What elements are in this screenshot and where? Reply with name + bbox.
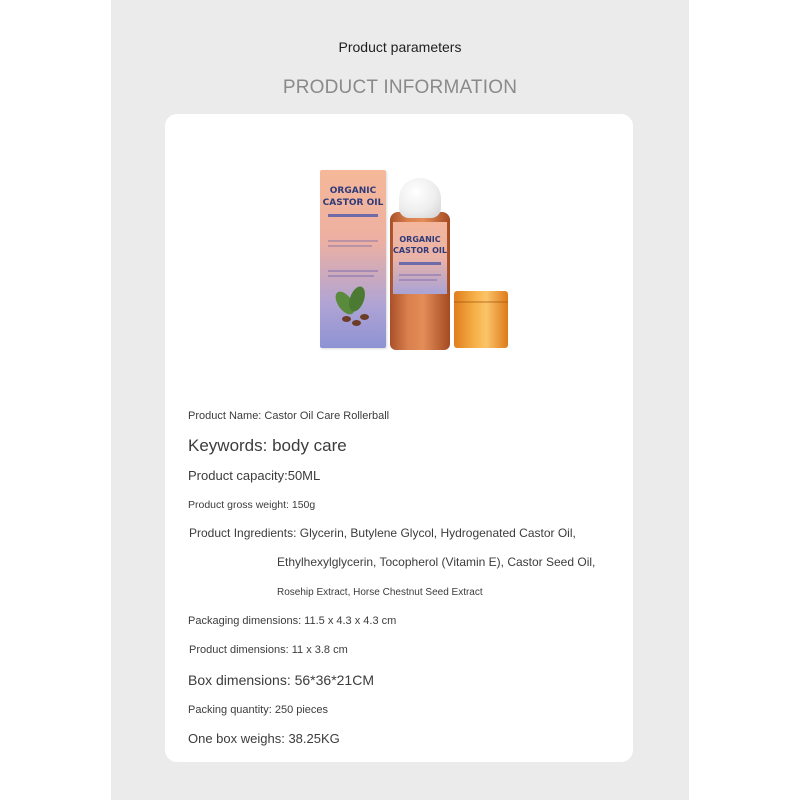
bottle-text-line <box>399 274 441 276</box>
spec-packing-quantity: Packing quantity: 250 pieces <box>188 704 329 716</box>
spec-product-name: Product Name: Castor Oil Care Rollerball <box>188 410 390 422</box>
section-subtitle: Product parameters <box>338 39 462 55</box>
castor-seed-icon <box>352 320 361 326</box>
product-photo <box>320 165 520 355</box>
castor-leaf-icon <box>346 284 368 313</box>
spec-keywords: Keywords: body care <box>188 436 347 455</box>
box-title-line1: ORGANIC <box>329 186 377 196</box>
spec-box-dimensions: Box dimensions: 56*36*21CM <box>188 672 374 688</box>
castor-seed-icon <box>360 314 369 320</box>
spec-ingredients-line2: Ethylhexylglycerin, Tocopherol (Vitamin E), Castor Seed Oil, <box>277 555 596 569</box>
roller-ball <box>399 178 441 218</box>
bottle-label-strip <box>399 262 441 265</box>
castor-seed-icon <box>342 316 351 322</box>
bottle-label <box>393 222 447 294</box>
roller-bottle <box>390 178 450 350</box>
spec-ingredients-line1: Product Ingredients: Glycerin, Butylene Glycol, Hydrogenated Castor Oil, <box>189 526 576 540</box>
spec-ingredients-line3: Rosehip Extract, Horse Chestnut Seed Extract <box>277 587 483 598</box>
box-text-line <box>328 240 378 242</box>
spec-capacity: Product capacity:50ML <box>188 468 321 483</box>
box-title-line2: CASTOR OIL <box>322 198 384 208</box>
spec-product-dimensions: Product dimensions: 11 x 3.8 cm <box>189 644 348 656</box>
box-label-strip <box>328 214 378 217</box>
cap-ridge <box>454 301 508 303</box>
box-text-line <box>328 275 374 277</box>
box-text-line <box>328 245 372 247</box>
spec-packaging-dimensions: Packaging dimensions: 11.5 x 4.3 x 4.3 cm <box>188 615 397 627</box>
bottle-title-line2: CASTOR OIL <box>393 246 447 255</box>
bottle-cap <box>454 291 508 348</box>
page-title: PRODUCT INFORMATION <box>282 77 518 98</box>
box-text-line <box>328 270 378 272</box>
bottle-title-line1: ORGANIC <box>399 235 441 244</box>
bottle-text-line <box>399 279 437 281</box>
product-box <box>320 170 386 348</box>
spec-gross-weight: Product gross weight: 150g <box>188 499 316 511</box>
spec-box-weight: One box weighs: 38.25KG <box>188 731 340 746</box>
